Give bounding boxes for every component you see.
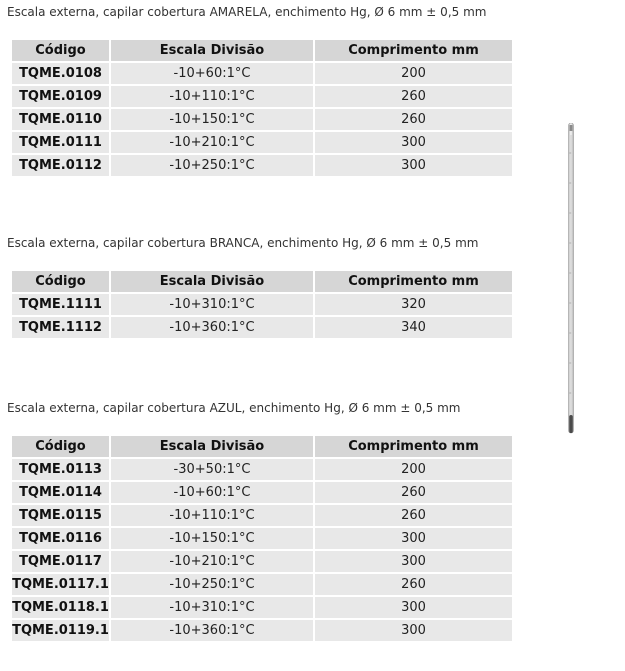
table-row (12, 551, 512, 572)
cell-scale: -10+150:1°C (111, 528, 313, 549)
thermometer-image (568, 123, 574, 436)
cell-scale: -10+60:1°C (111, 63, 313, 84)
cell-code: TQME.0119.1 (12, 620, 109, 641)
cell-scale: -10+150:1°C (111, 109, 313, 130)
cell-code: TQME.1111 (12, 294, 109, 315)
table-row (12, 63, 512, 84)
cell-code: TQME.0114 (12, 482, 109, 503)
cell-code: TQME.0115 (12, 505, 109, 526)
cell-length: 260 (315, 86, 512, 107)
cell-length: 340 (315, 317, 512, 338)
header-code: Código (12, 271, 109, 292)
cell-code: TQME.1112 (12, 317, 109, 338)
table-row (12, 597, 512, 618)
table-row (12, 505, 512, 526)
cell-code: TQME.0111 (12, 132, 109, 153)
cell-code: TQME.0116 (12, 528, 109, 549)
table-header-row (12, 40, 512, 61)
cell-scale: -10+310:1°C (111, 294, 313, 315)
cell-length: 300 (315, 597, 512, 618)
table-row (12, 317, 512, 338)
table-row (12, 459, 512, 480)
table-amarela (10, 38, 514, 178)
cell-length: 300 (315, 551, 512, 572)
cell-scale: -10+310:1°C (111, 597, 313, 618)
cell-scale: -10+210:1°C (111, 551, 313, 572)
header-scale: Escala Divisão (111, 40, 313, 61)
cell-scale: -10+360:1°C (111, 620, 313, 641)
caption-amarela: Escala externa, capilar cobertura AMARELA, enchimento Hg, Ø 6 mm ± 0,5 mm (7, 5, 487, 19)
header-length: Comprimento mm (315, 271, 512, 292)
cell-length: 200 (315, 63, 512, 84)
cell-length: 260 (315, 482, 512, 503)
cell-scale: -10+360:1°C (111, 317, 313, 338)
cell-scale: -30+50:1°C (111, 459, 313, 480)
cell-length: 300 (315, 132, 512, 153)
cell-scale: -10+250:1°C (111, 574, 313, 595)
cell-code: TQME.0118.1 (12, 597, 109, 618)
header-scale: Escala Divisão (111, 271, 313, 292)
cell-code: TQME.0110 (12, 109, 109, 130)
table-azul (10, 434, 514, 643)
header-code: Código (12, 436, 109, 457)
table-branca (10, 269, 514, 340)
cell-scale: -10+210:1°C (111, 132, 313, 153)
header-scale: Escala Divisão (111, 436, 313, 457)
table-row (12, 109, 512, 130)
header-length: Comprimento mm (315, 436, 512, 457)
table-row (12, 86, 512, 107)
table-header-row (12, 436, 512, 457)
table-row (12, 574, 512, 595)
cell-length: 300 (315, 155, 512, 176)
cell-length: 260 (315, 574, 512, 595)
table-row (12, 155, 512, 176)
cell-length: 300 (315, 528, 512, 549)
cell-code: TQME.0112 (12, 155, 109, 176)
cell-scale: -10+250:1°C (111, 155, 313, 176)
caption-branca: Escala externa, capilar cobertura BRANCA, enchimento Hg, Ø 6 mm ± 0,5 mm (7, 236, 479, 250)
cell-length: 320 (315, 294, 512, 315)
table-row (12, 620, 512, 641)
caption-azul: Escala externa, capilar cobertura AZUL, enchimento Hg, Ø 6 mm ± 0,5 mm (7, 401, 461, 415)
table-row (12, 294, 512, 315)
table-row (12, 528, 512, 549)
table-header-row (12, 271, 512, 292)
header-code: Código (12, 40, 109, 61)
cell-code: TQME.0117 (12, 551, 109, 572)
table-row (12, 482, 512, 503)
cell-length: 200 (315, 459, 512, 480)
cell-code: TQME.0109 (12, 86, 109, 107)
cell-code: TQME.0108 (12, 63, 109, 84)
cell-scale: -10+60:1°C (111, 482, 313, 503)
cell-length: 300 (315, 620, 512, 641)
cell-code: TQME.0113 (12, 459, 109, 480)
table-row (12, 132, 512, 153)
header-length: Comprimento mm (315, 40, 512, 61)
cell-scale: -10+110:1°C (111, 86, 313, 107)
cell-scale: -10+110:1°C (111, 505, 313, 526)
cell-code: TQME.0117.1 (12, 574, 109, 595)
cell-length: 260 (315, 505, 512, 526)
cell-length: 260 (315, 109, 512, 130)
